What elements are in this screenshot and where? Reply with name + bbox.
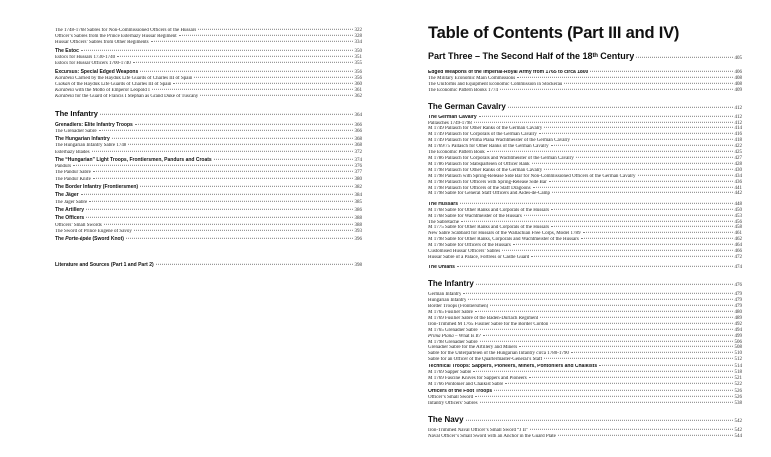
toc-section-header bbox=[428, 416, 742, 427]
toc-entry-page-number: 479 bbox=[734, 298, 742, 304]
dotted-leader bbox=[517, 77, 732, 78]
toc-entry bbox=[428, 265, 742, 271]
toc-entry bbox=[55, 129, 362, 135]
page-title: Table of Contents (Part III and IV) bbox=[428, 24, 680, 42]
toc-entry-page-number: 512 bbox=[734, 357, 742, 363]
toc-entry-label: Sabre for the Unterparteien of the Hungarian Infantry circa 1780-1790 bbox=[428, 351, 569, 357]
toc-entry-label: The Pandur Sabre bbox=[55, 170, 91, 176]
toc-entry-label: The Uniforms and Equipment Economic Commission in Stockerau bbox=[428, 81, 563, 87]
toc-entry-page-number: 542 bbox=[734, 427, 742, 433]
dotted-leader bbox=[483, 334, 733, 335]
dotted-leader bbox=[532, 163, 733, 164]
dotted-leader bbox=[89, 200, 352, 201]
dotted-leader bbox=[540, 317, 732, 318]
toc-entry-page-number: 472 bbox=[734, 254, 742, 260]
dotted-leader bbox=[86, 209, 353, 210]
toc-entry-label: M 1798 Grenadier Sabre bbox=[428, 339, 478, 345]
dotted-leader bbox=[92, 150, 353, 151]
toc-entry-label: The Estoc bbox=[55, 47, 79, 54]
toc-entry-page-number: 538 bbox=[734, 400, 742, 406]
toc-entry-label: Estocs for Hussar Officers 1700-1740 bbox=[55, 61, 131, 67]
dotted-leader bbox=[581, 238, 733, 239]
dotted-leader bbox=[73, 165, 352, 166]
toc-entry-page-number: 458 bbox=[734, 225, 742, 231]
dotted-leader bbox=[599, 365, 732, 366]
toc-entry-label: Iron-Trimmed M 1765 Fusilier Sabre for the Border Cordon bbox=[428, 321, 549, 327]
toc-entry-page-number: 416 bbox=[734, 132, 742, 138]
toc-entry-label: The Border Infantry (Frontiersmen) bbox=[55, 184, 139, 190]
toc-entry-page-number: 542 bbox=[734, 418, 742, 424]
left-toc-list bbox=[55, 28, 362, 270]
toc-entry bbox=[428, 88, 742, 94]
toc-entry bbox=[55, 229, 362, 235]
toc-entry-label: The Hungarian Infantry bbox=[55, 136, 110, 143]
dotted-leader bbox=[457, 266, 733, 267]
toc-entry-page-number: 494 bbox=[734, 327, 742, 333]
dotted-leader bbox=[173, 83, 352, 84]
toc-entry-page-number: 489 bbox=[734, 315, 742, 321]
toc-entry-page-number: 526 bbox=[734, 395, 742, 401]
dotted-leader bbox=[494, 390, 732, 391]
toc-entry-label: Literature and Sources (Part 1 and Part 2) bbox=[55, 262, 154, 269]
toc-entry bbox=[55, 236, 362, 243]
toc-entry-page-number: 427 bbox=[734, 155, 742, 161]
dotted-leader bbox=[156, 264, 353, 265]
toc-entry-label: Border Troops (Frontiersmen) bbox=[428, 304, 489, 310]
toc-entry bbox=[55, 184, 362, 191]
toc-entry-page-number: 414 bbox=[734, 126, 742, 132]
dotted-leader bbox=[126, 238, 353, 239]
toc-entry-page-number: 398 bbox=[354, 263, 362, 269]
toc-entry bbox=[55, 122, 362, 129]
dotted-leader bbox=[544, 169, 732, 170]
dotted-leader bbox=[475, 311, 733, 312]
toc-entry bbox=[55, 61, 362, 67]
dotted-leader bbox=[480, 402, 733, 403]
toc-entry-page-number: 386 bbox=[354, 207, 362, 213]
toc-entry-label: M 1798 Pallasch for Officers of the Staff Dragoons bbox=[428, 185, 531, 191]
toc-entry-label: Prima Plana – What Is It? bbox=[428, 333, 481, 339]
dotted-leader bbox=[104, 223, 353, 224]
toc-entry-page-number: 422 bbox=[734, 144, 742, 150]
dotted-leader bbox=[134, 230, 353, 231]
toc-entry-page-number: 526 bbox=[734, 389, 742, 395]
toc-entry-page-number: 355 bbox=[354, 61, 362, 67]
toc-entry-page-number: 408 bbox=[734, 75, 742, 81]
toc-entry-label: German Infantry bbox=[428, 292, 462, 298]
dotted-leader bbox=[508, 106, 733, 107]
dotted-leader bbox=[140, 186, 352, 187]
toc-entry-label: The Military Economic Main Commissions bbox=[428, 75, 516, 81]
dotted-leader bbox=[487, 151, 733, 152]
toc-entry-label: The Uhlans bbox=[428, 265, 455, 271]
toc-entry-page-number: 518 bbox=[734, 370, 742, 376]
toc-entry-page-number: 322 bbox=[354, 28, 362, 33]
left-page bbox=[55, 28, 362, 270]
toc-entry-label: The Artillery bbox=[55, 206, 84, 213]
toc-entry-page-number: 388 bbox=[354, 222, 362, 228]
dotted-leader bbox=[476, 284, 733, 285]
toc-entry bbox=[55, 136, 362, 143]
dotted-leader bbox=[490, 305, 732, 306]
toc-section-header bbox=[428, 103, 742, 114]
toc-entry-label: Officer’s Small Sword bbox=[428, 395, 474, 401]
dotted-leader bbox=[544, 127, 732, 128]
toc-entry bbox=[428, 382, 742, 388]
toc-section-header bbox=[55, 110, 362, 121]
toc-entry-page-number: 384 bbox=[354, 193, 362, 199]
dotted-leader bbox=[152, 89, 353, 90]
toc-entry-label: M 1769/75 Pallasch for Other Ranks of the German Cavalry bbox=[428, 144, 549, 150]
toc-entry-label: The Sabretache bbox=[428, 219, 459, 225]
dotted-leader bbox=[479, 115, 733, 116]
toc-entry-page-number: 412 bbox=[734, 120, 742, 126]
toc-entry-label: M 1765 Fusilier Sabre bbox=[428, 310, 473, 315]
toc-entry-label: The Porte-épée (Sword Knot) bbox=[55, 236, 124, 243]
toc-entry-page-number: 382 bbox=[354, 185, 362, 190]
toc-entry-label: The Officers bbox=[55, 215, 85, 222]
toc-entry-label: The Hussars bbox=[428, 201, 459, 207]
toc-entry bbox=[428, 434, 742, 440]
toc-entry-page-number: 506 bbox=[734, 339, 742, 345]
toc-entry-label: Iron-Trimmed Naval Officer’s Small Sword “J II” bbox=[428, 427, 529, 433]
toc-entry-label: M 1798 Pallasch for Other Ranks of the German Cavalry bbox=[428, 167, 543, 173]
toc-entry-page-number: 450 bbox=[734, 207, 742, 213]
dotted-leader bbox=[564, 83, 732, 84]
toc-entry-page-number: 464 bbox=[734, 243, 742, 249]
toc-entry-label: The Infantry bbox=[55, 109, 98, 118]
toc-entry-label: Estocs for Hussars 1730-1740 bbox=[55, 55, 116, 60]
toc-entry-page-number: 499 bbox=[734, 333, 742, 339]
dotted-leader bbox=[151, 41, 353, 42]
toc-entry-page-number: 377 bbox=[354, 170, 362, 176]
toc-entry-label: The Economic Pattern Books 1774 bbox=[428, 87, 498, 93]
dotted-leader bbox=[552, 192, 732, 193]
toc-entry-page-number: 405 bbox=[734, 56, 742, 61]
toc-entry-page-number: 456 bbox=[734, 219, 742, 225]
toc-entry bbox=[55, 207, 362, 214]
toc-entry bbox=[428, 401, 742, 407]
dotted-leader bbox=[539, 133, 733, 134]
toc-entry-page-number: 409 bbox=[734, 87, 742, 93]
toc-entry-label: Naval Officer’s Small Sword with an Anchor in the Guard Plate bbox=[428, 433, 556, 439]
toc-entry-label: M 1786 Pallasch for Corporals and Wachtmeister of the German Cavalry bbox=[428, 155, 574, 161]
dotted-leader bbox=[531, 256, 732, 257]
toc-entry-label: New Sabre Scabbard for Hussars of the Wallachian Free Corps, Model 1789 bbox=[428, 231, 581, 237]
toc-entry-label: The Economic Pattern Book bbox=[428, 150, 485, 156]
toc-entry-label: M 1768 Sabre for Other Ranks and Corporals of the Hussars bbox=[428, 207, 550, 213]
toc-entry bbox=[55, 94, 362, 100]
dotted-leader bbox=[214, 159, 353, 160]
dotted-leader bbox=[558, 435, 733, 436]
dotted-leader bbox=[473, 371, 732, 372]
toc-entry-page-number: 396 bbox=[354, 237, 362, 243]
toc-entry-label: M 1798 Sabre for Officers of the Hussars bbox=[428, 243, 511, 249]
toc-entry bbox=[55, 200, 362, 206]
dotted-leader bbox=[460, 203, 732, 204]
dotted-leader bbox=[133, 62, 353, 63]
dotted-leader bbox=[463, 293, 732, 294]
dotted-leader bbox=[551, 209, 732, 210]
toc-entry-page-number: 461 bbox=[734, 231, 742, 237]
toc-entry-label: The Sword of Prince Eugene of Savoy bbox=[55, 228, 132, 234]
dotted-leader bbox=[100, 113, 353, 114]
toc-entry-page-number: 385 bbox=[354, 199, 362, 205]
toc-entry-label: Csákán of the Hayduk Life Guards of Charles III of Spain bbox=[55, 82, 172, 87]
toc-entry-page-number: 356 bbox=[354, 75, 362, 81]
toc-entry-label: M 1766 Pontonier and Chaikist Sabre bbox=[428, 382, 504, 388]
dotted-leader bbox=[117, 56, 352, 57]
dotted-leader bbox=[502, 250, 732, 251]
toc-entry-label: The Jäger bbox=[55, 192, 79, 199]
toc-entry-label: M 1798 Pallasch for Officers with Spring-Release Side Bar bbox=[428, 179, 547, 185]
toc-entry-label: Excursus: Special Edged Weapons bbox=[55, 68, 139, 75]
toc-entry-page-number: 508 bbox=[734, 345, 742, 351]
toc-entry bbox=[55, 192, 362, 199]
toc-entry-label: Sabre for an Officer of the Quartermaster-General’s Staff bbox=[428, 357, 543, 363]
toc-entry-label: Officers’ Small Swords bbox=[55, 222, 102, 228]
dotted-leader bbox=[198, 29, 352, 30]
dotted-leader bbox=[519, 346, 732, 347]
toc-entry-label: M 1768 Sabre for Wachtmeister of the Hussars bbox=[428, 213, 522, 219]
dotted-leader bbox=[513, 244, 733, 245]
dotted-leader bbox=[571, 352, 733, 353]
toc-entry-label: Pandurs bbox=[55, 164, 72, 170]
dotted-leader bbox=[638, 174, 733, 175]
dotted-leader bbox=[590, 71, 732, 72]
toc-entry bbox=[55, 48, 362, 55]
dotted-leader bbox=[468, 299, 732, 300]
toc-entry-page-number: 522 bbox=[734, 382, 742, 388]
toc-entry-page-number: 418 bbox=[734, 138, 742, 144]
dotted-leader bbox=[500, 89, 733, 90]
toc-entry-page-number: 364 bbox=[354, 112, 362, 118]
toc-entry-page-number: 380 bbox=[354, 176, 362, 182]
toc-entry-page-number: 350 bbox=[354, 48, 362, 54]
toc-entry-label: Officer’s Sabres from the Prince Esterházy Hussar Regiment bbox=[55, 34, 177, 40]
dotted-leader bbox=[135, 123, 353, 124]
toc-entry-label: Hussar Sabre of a Palace, Fortress or Castle Guard bbox=[428, 254, 530, 260]
toc-entry-page-number: 434 bbox=[734, 173, 742, 179]
toc-entry-label: M 1769 Fusilier Sabre of the Baden-Durlach Regiment bbox=[428, 315, 539, 321]
toc-entry-page-number: 362 bbox=[354, 94, 362, 100]
toc-entry-label: M 1749 Pallasch for Prima Plana Wachtmeister of the German Cavalry bbox=[428, 138, 570, 144]
toc-entry-page-number: 356 bbox=[354, 69, 362, 75]
toc-entry-page-number: 366 bbox=[354, 128, 362, 134]
toc-entry-label: M 1769 Fascine Knives for Sappers and Pioneers bbox=[428, 376, 527, 382]
toc-entry-label: Customised Hussar Officers’ Sabres bbox=[428, 249, 501, 255]
toc-section-header bbox=[428, 280, 742, 291]
toc-entry-label: M 1786 Pallasch for Stabsparteien of Officer Rank bbox=[428, 161, 530, 167]
toc-entry-label: The German Cavalry bbox=[428, 102, 506, 111]
toc-entry-page-number: 480 bbox=[734, 310, 742, 315]
dotted-leader bbox=[466, 420, 733, 421]
toc-entry-label: M 1798 Pallasch with Spring-Release Side Bar for Non-Commissioned Officers of the German Cavalry bbox=[428, 173, 636, 179]
dotted-leader bbox=[551, 145, 733, 146]
dotted-leader bbox=[474, 121, 733, 122]
dotted-leader bbox=[140, 70, 352, 71]
toc-entry-page-number: 374 bbox=[354, 158, 362, 163]
toc-entry-page-number: 361 bbox=[354, 88, 362, 94]
toc-entry-label: Karabela with the Motto of Emperor Leopold I bbox=[55, 88, 150, 94]
toc-entry-page-number: 442 bbox=[734, 191, 742, 197]
toc-entry bbox=[428, 191, 742, 197]
toc-entry-page-number: 388 bbox=[354, 216, 362, 222]
dotted-leader bbox=[86, 217, 352, 218]
toc-entry-label: Edged Weapons of the Imperial-Royal Army from 1765 to circa 1800 bbox=[428, 70, 589, 75]
toc-entry-page-number: 521 bbox=[734, 376, 742, 382]
toc-entry-page-number: 334 bbox=[354, 40, 362, 46]
toc-entry-label: Infantry Officers’ Sabres bbox=[428, 400, 478, 406]
toc-entry-page-number: 476 bbox=[734, 283, 742, 289]
toc-entry-page-number: 412 bbox=[734, 114, 742, 120]
toc-entry-label: M 1769 Sapper Sabre bbox=[428, 370, 472, 376]
dotted-leader bbox=[475, 396, 732, 397]
toc-entry-page-number: 412 bbox=[734, 105, 742, 111]
toc-entry-page-number: 479 bbox=[734, 304, 742, 310]
toc-entry-page-number: 328 bbox=[354, 34, 362, 40]
toc-entry-label: The 1748-1768 Sabres for Non-Commissioned Officers of the Hussars bbox=[55, 28, 197, 33]
toc-entry-page-number: 492 bbox=[734, 321, 742, 327]
toc-entry-page-number: 453 bbox=[734, 213, 742, 219]
toc-entry bbox=[428, 357, 742, 363]
toc-entry-label: The Grenadier Sabre bbox=[55, 128, 97, 134]
toc-entry-page-number: 351 bbox=[354, 55, 362, 60]
dotted-leader bbox=[544, 358, 732, 359]
toc-entry-label: Esterházy Blades bbox=[55, 149, 90, 155]
toc-entry-page-number: 430 bbox=[734, 167, 742, 173]
toc-entry bbox=[55, 157, 362, 164]
toc-entry-page-number: 376 bbox=[354, 164, 362, 170]
toc-entry-label: Grenadier Sabre for the Artillery and Miners bbox=[428, 345, 518, 351]
toc-entry-label: Karabela Carried by the Hayduk Life Guards of Charles III of Spain bbox=[55, 75, 193, 81]
toc-entry-label: M 1749 Pallasch for Other Ranks of the German Cavalry bbox=[428, 126, 543, 132]
toc-entry-page-number: 479 bbox=[734, 292, 742, 298]
toc-entry bbox=[55, 40, 362, 46]
dotted-leader bbox=[524, 214, 733, 215]
toc-entry-page-number: 448 bbox=[734, 201, 742, 207]
dotted-leader bbox=[550, 323, 732, 324]
toc-entry-label: M 1798 Sabre for General Staff Officers and Aides-de-Camp bbox=[428, 191, 551, 197]
toc-entry-label: The Hungarian Infantry Sabre 1748 bbox=[55, 143, 127, 149]
dotted-leader bbox=[576, 157, 733, 158]
toc-entry-page-number: 514 bbox=[734, 364, 742, 370]
toc-entry-page-number: 425 bbox=[734, 150, 742, 156]
dotted-leader bbox=[551, 226, 732, 227]
dotted-leader bbox=[529, 377, 733, 378]
toc-entry bbox=[55, 69, 362, 76]
toc-entry-page-number: 510 bbox=[734, 351, 742, 357]
toc-entry-page-number: 366 bbox=[354, 122, 362, 128]
toc-entry bbox=[55, 262, 362, 269]
right-toc-list bbox=[428, 51, 742, 440]
toc-entry-page-number: 368 bbox=[354, 137, 362, 143]
toc-entry bbox=[428, 255, 742, 261]
toc-entry-label: Part Three – The Second Half of the 18ᵗʰ Century bbox=[428, 51, 635, 61]
toc-entry-label: Grenadiers: Elite Infantry Troops bbox=[55, 121, 133, 128]
dotted-leader bbox=[112, 138, 353, 139]
dotted-leader bbox=[480, 340, 733, 341]
dotted-leader bbox=[533, 186, 733, 187]
toc-entry-label: The Jäger Sabre bbox=[55, 199, 88, 205]
toc-entry-label: Technical Troops: Sappers, Pioneers, Miners, Pontoniers and Chaikists bbox=[428, 364, 598, 370]
dotted-leader bbox=[636, 57, 732, 58]
dotted-leader bbox=[81, 194, 353, 195]
dotted-leader bbox=[194, 77, 352, 78]
toc-entry-label: Officers of the Foot Troops bbox=[428, 389, 493, 395]
dotted-leader bbox=[530, 429, 732, 430]
toc-entry-label: M 1765 Grenadier Sabre bbox=[428, 327, 478, 333]
toc-entry bbox=[55, 150, 362, 156]
toc-entry-label: Hungarian Infantry bbox=[428, 298, 467, 304]
dotted-leader bbox=[81, 50, 353, 51]
toc-entry-label: M 1775 Sabre for Other Ranks and Corporals of the Hussars bbox=[428, 225, 550, 231]
toc-entry-page-number: 474 bbox=[734, 265, 742, 271]
dotted-leader bbox=[583, 232, 733, 233]
dotted-leader bbox=[505, 383, 732, 384]
dotted-leader bbox=[549, 180, 733, 181]
toc-entry-label: The Navy bbox=[428, 415, 464, 424]
right-page bbox=[428, 24, 742, 440]
toc-entry-page-number: 360 bbox=[354, 82, 362, 87]
toc-entry-label: Hussar Officers’ Sabres from Other Regiments bbox=[55, 40, 149, 46]
toc-entry-label: M 1798 Sabre for Other Ranks, Corporals and Wachtmeister of the Hussars bbox=[428, 237, 579, 243]
toc-entry-label: M 1749 Pallasch for Corporals of the German Cavalry bbox=[428, 132, 537, 138]
toc-entry bbox=[55, 177, 362, 183]
toc-entry-page-number: 441 bbox=[734, 185, 742, 191]
toc-entry-page-number: 368 bbox=[354, 143, 362, 149]
toc-entry-page-number: 393 bbox=[354, 228, 362, 234]
toc-entry-label: The Pandur Knife bbox=[55, 176, 91, 182]
dotted-leader bbox=[93, 177, 353, 178]
toc-entry-label: The German Cavalry bbox=[428, 114, 477, 120]
toc-entry-page-number: 436 bbox=[734, 179, 742, 185]
toc-entry-page-number: 406 bbox=[734, 70, 742, 75]
toc-entry-page-number: 428 bbox=[734, 161, 742, 167]
toc-entry-page-number: 372 bbox=[354, 149, 362, 155]
dotted-leader bbox=[179, 35, 353, 36]
toc-entry-page-number: 462 bbox=[734, 237, 742, 243]
toc-entry-label: Pallasches 1749-1798 bbox=[428, 120, 472, 126]
toc-entry-page-number: 408 bbox=[734, 81, 742, 87]
toc-part-header bbox=[428, 51, 742, 64]
toc-entry-page-number: 466 bbox=[734, 249, 742, 255]
dotted-leader bbox=[200, 95, 352, 96]
dotted-leader bbox=[128, 144, 352, 145]
dotted-leader bbox=[99, 130, 353, 131]
dotted-leader bbox=[572, 139, 733, 140]
toc-entry-label: Karabela for the Guard of Francis I Stephan as Grand Duke of Tuscany bbox=[55, 94, 199, 100]
dotted-leader bbox=[461, 220, 733, 221]
dotted-leader bbox=[93, 171, 353, 172]
dotted-leader bbox=[480, 329, 733, 330]
toc-entry-page-number: 544 bbox=[734, 433, 742, 439]
toc-entry bbox=[55, 215, 362, 222]
toc-entry-label: The “Hungarian” Light Troops, Frontiersmen, Pandurs and Croats bbox=[55, 157, 212, 163]
toc-entry-label: The Infantry bbox=[428, 280, 474, 289]
